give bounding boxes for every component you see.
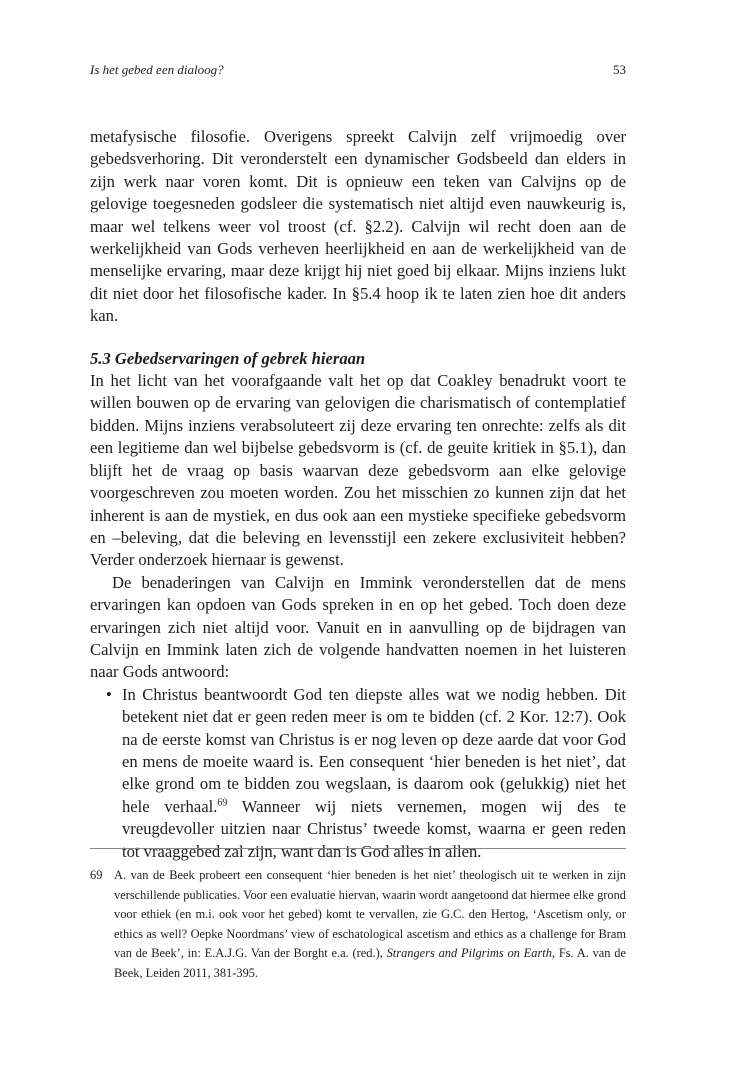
footnote-number: 69 [90,868,103,882]
footnote-text-part2: Fs. A. van de Beek, Leiden 2011, 381-395. [114,946,626,980]
paragraph-2: In het licht van het voorafgaande valt het op dat Coakley benadrukt voort te willen bouwen op de ervaring van gelovigen die charismatisch of contemplatief bidden. Mijns inziens verabsoluteert zij deze ervaring ten onrechte: zelfs als dit een legitieme dan wel bijbelse gebedsvorm is (cf. de geuite kritiek in §5.1), dan blijft het de vraag op basis waarvan deze gebedsvorm aan elke gelovige voorgeschreven zou moeten worden. Zou het misschien zo kunnen zijn dat het inherent is aan de mystiek, en dus ook aan een mystieke specifieke gebedsvorm en –beleving, dat die beleving en levensstijl een zekere exclusiviteit hebben? Verder onderzoek hiernaar is gewenst. [90,371,626,570]
paragraph-1: metafysische filosofie. Overigens spreekt Calvijn zelf vrijmoedig over gebedsverhoring. Dit veronderstelt een dynamischer Godsbeeld dan elders in zijn werk naar voren komt. Dit is opnieuw een teken van Calvijns op de gelovige toegesneden godsleer die systematisch niet altijd even nauwkeurig is, maar wel telkens weer vol troost (cf. §2.2). Calvijn wil recht doen aan de werkelijkheid van Gods verheven heerlijkheid en aan de werkelijkheid van de menselijke ervaring, maar deze krijgt hij niet goed bij elkaar. Mijns inziens lukt dit niet door het filosofische kader. In §5.4 hoop ik te laten zien hoe dit anders kan. [90,127,626,326]
footnote-divider [90,848,626,849]
running-header [90,62,626,78]
bullet-marker: • [106,684,112,704]
running-title: Is het gebed een dialoog? [90,62,224,77]
section-heading: 5.3 Gebedservaringen of gebrek hieraan [90,348,366,368]
bullet-list [90,684,626,863]
main-text [90,126,626,863]
footnote-reference[interactable]: 69 [217,797,228,809]
list-item [106,684,626,863]
footnote [90,866,626,984]
footnote-text [114,866,626,984]
footnote-text-part1: A. van de Beek probeert een consequent ‘hier beneden is het niet’ theologisch uit te werken in zijn verschillende publicaties. Voor een evaluatie hiervan, waarin wordt aangetoond dat hiermee elke grond voor ethiek (en m.i. ook voor het gebed) komt te vervallen, zie G.C. den Hertog, ‘Ascetism only, or ethics as well? Oepke Noordmans’ view of eschatological ascetism and ethics as a challenge for Bram van de Beek’, in: E.A.J.G. Van der Borght e.a. (red.), [114,868,626,961]
footnote-book-title: Strangers and Pilgrims on Earth, [386,946,556,961]
bullet-text-1: In Christus beantwoordt God ten diepste alles wat we nodig hebben. Dit betekent niet dat er geen reden meer is om te bidden (cf. 2 Kor. 12:7). Ook na de eerste komst van Christus is er nog leven op deze aarde dat voor God en mens de moeite waard is. Een consequent ‘hier beneden is het niet’, dat elke grond om te bidden zou wegslaan, is daarom ook (gelukkig) niet het hele verhaal. [122,684,626,816]
paragraph-3: De benaderingen van Calvijn en Immink veronderstellen dat de mens ervaringen kan opdoen van Gods spreken in en op het gebed. Toch doen deze ervaringen zich niet altijd voor. Vanuit en in aanvulling op de bijdragen van Calvijn en Immink laten zich de volgende handvatten noemen in het luisteren naar Gods antwoord: [90,572,626,682]
page-number: 53 [613,62,626,77]
bullet-text-2: Wanneer wij niets vernemen, mogen wij des te vreugdevoller uitzien naar Christus’ tweede komst, waarna er geen reden tot vraaggebed zal zijn, want dan is God alles in allen. [122,796,626,861]
